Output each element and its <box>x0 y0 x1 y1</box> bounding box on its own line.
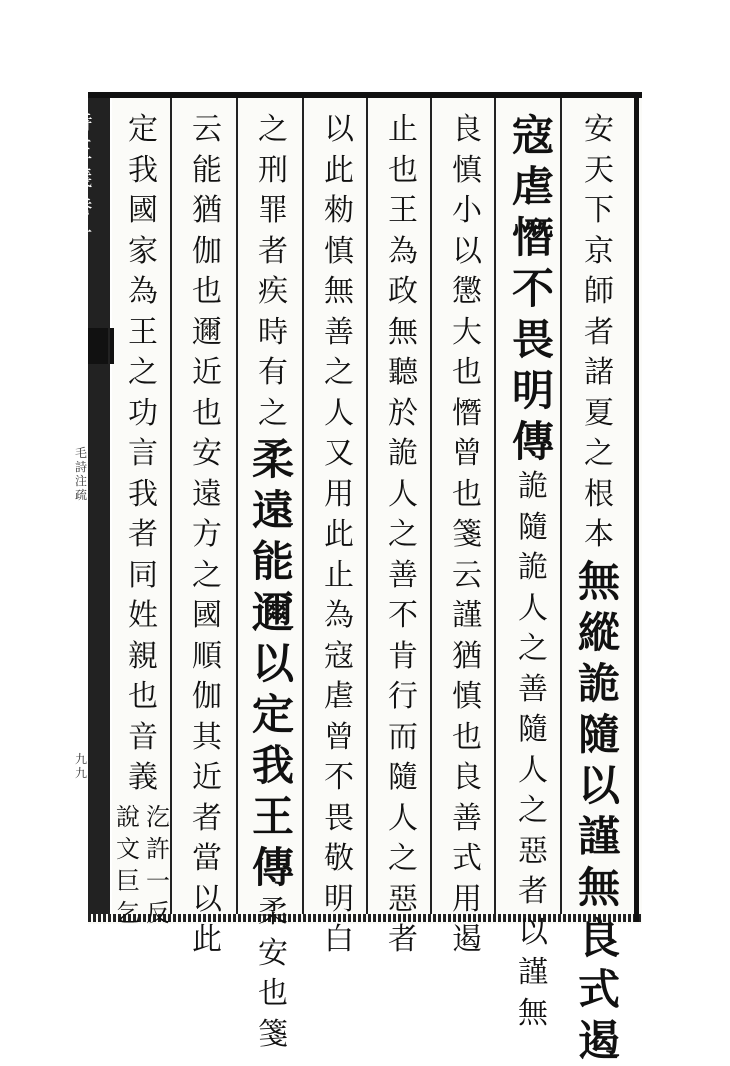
commentary-segment: 音 義 <box>128 719 158 795</box>
text-column-1 <box>570 110 628 1066</box>
main-text-segment: 傳 <box>511 417 554 466</box>
commentary-segment: 良 慎 小 以 懲 大 也 憯 曾 也 箋 云 謹 猶 慎 也 良 善 式 用 遏 <box>452 112 482 957</box>
text-column-2 <box>504 110 562 1034</box>
commentary-segment: 詭 隨 詭 人 之 善 隨 人 之 惡 者 以 謹 無 <box>518 469 548 1031</box>
commentary-segment: 云 能 猶 伽 也 邇 近 也 安 遠 方 之 國 順 伽 其 近 者 當 以 此 <box>192 112 222 957</box>
text-column-4 <box>374 110 432 961</box>
column-rule <box>302 98 304 914</box>
commentary-segment: 定 我 國 家 為 王 之 功 言 我 者 同 姓 親 也 <box>128 112 158 714</box>
column-rule <box>236 98 238 914</box>
margin-book-title: 毛詩注疏 <box>74 446 87 502</box>
text-column-6 <box>244 110 302 1055</box>
margin-page-number: 九九 <box>74 752 87 780</box>
note-subcolumn: 汔 許 一 反 <box>146 802 170 927</box>
commentary-segment: 止 也 王 為 政 無 聽 於 詭 人 之 善 不 肯 行 而 隨 人 之 惡 者 <box>388 112 418 957</box>
fish-tail-mark <box>88 328 114 364</box>
commentary-segment: 柔 安 也 箋 <box>258 895 288 1052</box>
main-text-segment: 傳 <box>251 843 294 892</box>
note-subcolumn: 說 文 巨 乞 <box>116 802 140 927</box>
text-column-3 <box>438 110 496 961</box>
frame-right-border <box>634 92 639 922</box>
text-column-8 <box>114 110 172 929</box>
commentary-segment: 之 刑 罪 者 疾 時 有 之 <box>258 112 288 431</box>
commentary-segment: 以 此 勑 慎 無 善 之 人 又 用 此 止 為 寇 虐 曾 不 畏 敬 明 白 <box>324 112 354 957</box>
margin-volume-label: 詩正義卷十 <box>67 110 92 250</box>
text-column-5 <box>310 110 368 961</box>
main-text-segment: 寇 虐 憯 不 畏 明 <box>511 111 554 415</box>
text-column-7 <box>178 110 236 961</box>
commentary-segment: 安 天 下 京 師 者 諸 夏 之 根 本 <box>584 112 614 552</box>
main-text-segment: 無 縱 詭 隨 以 謹 無 良 式 遏 <box>577 556 620 1065</box>
interlinear-notes <box>116 801 170 929</box>
main-text-segment: 柔 遠 能 邇 以 定 我 王 <box>251 435 294 841</box>
column-rule <box>108 98 110 914</box>
